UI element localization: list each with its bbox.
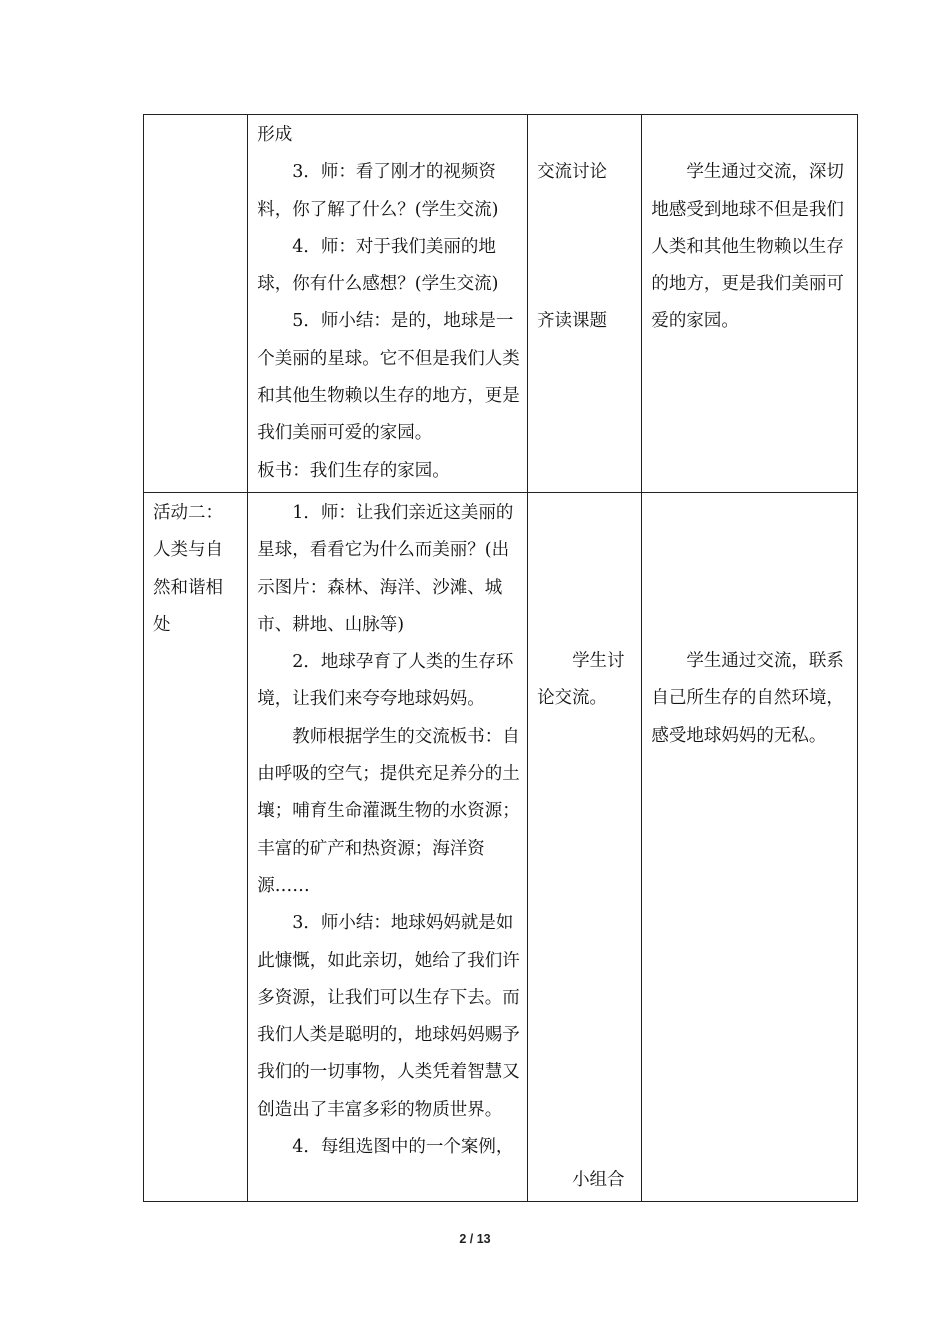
cell-paragraph: 板书：我们生存的家园。 — [257, 460, 450, 481]
cell-paragraph: 1．师：让我们亲近这美丽的星球，看看它为什么而美丽？(出示图片：森林、海洋、沙滩、城市、耕地、山脉等) — [257, 502, 514, 635]
student-activity-cell — [528, 115, 642, 493]
design-intent-text: 学生通过交流，联系自己所生存的自然环境，感受地球妈妈的无私。 — [651, 650, 844, 746]
cell-paragraph — [537, 229, 633, 266]
cell-paragraph: 3．师：看了刚才的视频资料，你了解了什么？(学生交流) — [257, 162, 499, 220]
teacher-activity-cell — [248, 115, 528, 493]
cell-paragraph: 教师根据学生的交流板书：自由呼吸的空气；提供充足养分的土壤；哺育生命灌溉生物的水资源；丰富的矿产和热资源；海洋资源…… — [257, 726, 520, 896]
design-intent-cell — [642, 492, 858, 1201]
student-activity-text: 小组合 — [572, 1169, 625, 1190]
cell-paragraph: 交流讨论 — [537, 162, 608, 183]
cell-paragraph: 2．地球孕育了人类的生存环境，让我们来夸夸地球妈妈。 — [257, 652, 514, 710]
cell-paragraph: 4．每组选图中的一个案例， — [292, 1137, 514, 1158]
cell-paragraph: 齐读课题 — [537, 311, 608, 332]
cell-paragraph — [537, 117, 633, 154]
cell-paragraph: 4．师：对于我们美丽的地球，你有什么感想？(学生交流) — [257, 236, 499, 295]
lesson-plan-table — [143, 114, 858, 1202]
cell-paragraph — [537, 192, 633, 229]
cell-paragraph: 形成 — [257, 125, 293, 145]
cell-paragraph — [651, 117, 849, 154]
cell-paragraph: 3．师小结：地球妈妈就是如此慷慨，如此亲切，她给了我们许多资源，让我们可以生存下去。而我们人类是聪明的，地球妈妈赐予我们的一切事物，人类凭着智慧又创造出了丰富多彩的物质世界。 — [257, 913, 520, 1120]
table-row — [144, 492, 858, 1201]
cell-paragraph: 5．师小结：是的，地球是一个美丽的星球。它不但是我们人类和其他生物赖以生存的地方，更是我们美丽可爱的家园。 — [257, 311, 520, 444]
activity-cell — [144, 492, 248, 1201]
activity-cell — [144, 115, 248, 493]
cell-paragraph: 活动二：人类与自然和谐相处 — [153, 502, 223, 635]
design-intent-cell — [642, 115, 858, 493]
student-activity-text: 学生讨论交流。 — [537, 650, 625, 709]
cell-paragraph: 学生通过交流，深切地感受到地球不但是我们人类和其他生物赖以生存的地方，更是我们美丽可爱的家园。 — [651, 162, 844, 332]
page-number: 2 / 13 — [459, 1232, 491, 1246]
teacher-activity-cell — [248, 492, 528, 1201]
table-row — [144, 115, 858, 493]
cell-paragraph — [537, 266, 633, 303]
student-activity-cell — [528, 492, 642, 1201]
